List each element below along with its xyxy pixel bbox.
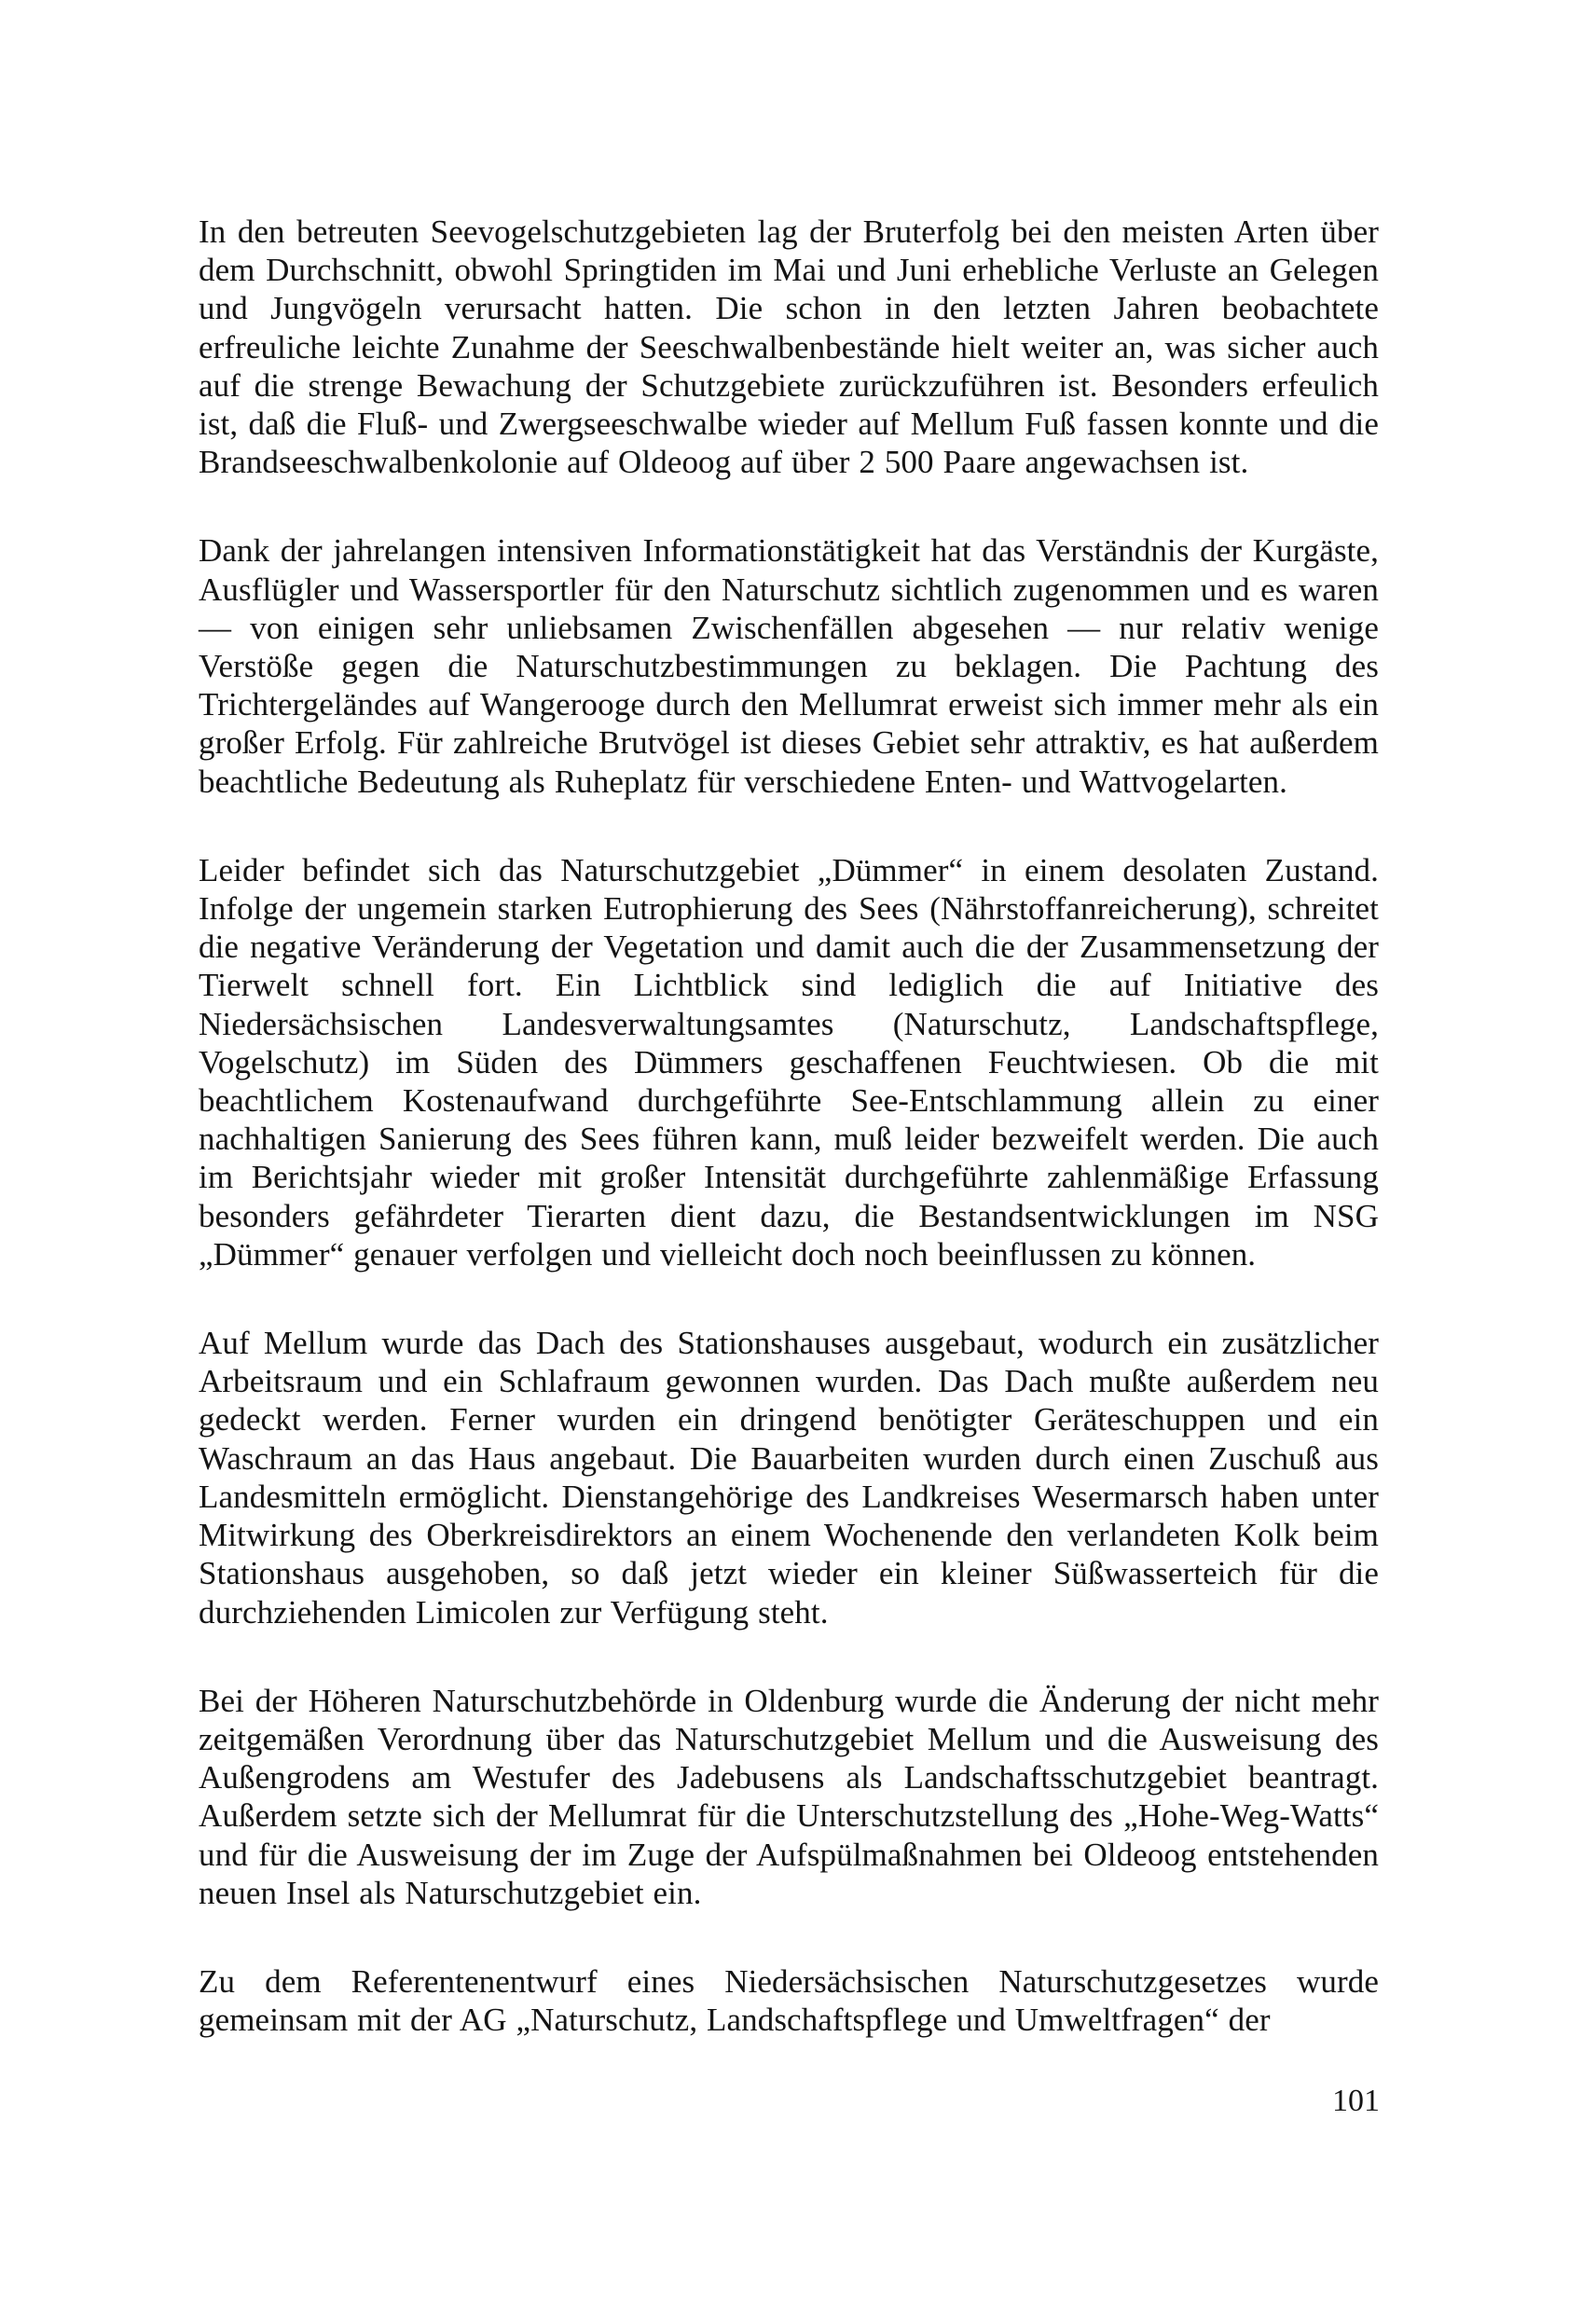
page-body xyxy=(199,213,1379,2039)
paragraph-draft-law: Zu dem Referentenentwurf eines Niedersächsischen Naturschutzgesetzes wurde gemeinsam mit der AG „Naturschutz, Landschaftspflege und Umweltfragen“ der xyxy=(199,1962,1379,2039)
paragraph-mellum-station: Auf Mellum wurde das Dach des Stationshauses ausgebaut, wodurch ein zusätzlicher Arbeitsraum und ein Schlafraum gewonnen wurden. Das Dach mußte außerdem neu gedeckt werden. Ferner wurden ein dringend benötigter Geräteschuppen und ein Waschraum an das Haus angebaut. Die Bauarbeiten wurden durch einen Zuschuß aus Landesmitteln ermöglicht. Dienstangehörige des Landkreises Wesermarsch haben unter Mitwirkung des Oberkreisdirektors an einem Wochenende den verlandeten Kolk beim Stationshaus ausgehoben, so daß jetzt wieder ein kleiner Süßwasserteich für die durchziehenden Limicolen zur Verfügung steht. xyxy=(199,1325,1379,1631)
paragraph-seabird-breeding: In den betreuten Seevogelschutzgebieten lag der Bruterfolg bei den meisten Arten über dem Durchschnitt, obwohl Springtiden im Mai und Juni erhebliche Verluste an Gelegen und Jungvögeln verursacht hatten. Die schon in den letzten Jahren beobachtete erfreuliche leichte Zunahme der Seeschwalbenbestände hielt weiter an, was sicher auch auf die strenge Bewachung der Schutzgebiete zurückzuführen ist. Besonders erfeulich ist, daß die Fluß- und Zwergseeschwalbe wieder auf Mellum Fuß fassen konnte und die Brandseeschwalbenkolonie auf Oldeoog auf über 2 500 Paare angewachsen ist. xyxy=(199,213,1379,481)
page-number: 101 xyxy=(1332,2084,1380,2118)
paragraph-oldenburg-authority: Bei der Höheren Naturschutzbehörde in Oldenburg wurde die Änderung der nicht mehr zeitgemäßen Verordnung über das Naturschutzgebiet Mellum und die Ausweisung des Außengrodens am Westufer des Jadebusens als Landschaftsschutzgebiet beantragt. Außerdem setzte sich der Mellumrat für die Unterschutzstellung des „Hohe-Weg-Watts“ und für die Ausweisung der im Zuge der Aufspülmaßnahmen bei Oldeoog entstehenden neuen Insel als Naturschutzgebiet ein. xyxy=(199,1682,1379,1911)
paragraph-duemmer-reserve: Leider befindet sich das Naturschutzgebiet „Dümmer“ in einem desolaten Zustand. Infolge der ungemein starken Eutrophierung des Sees (Nährstoffanreicherung), schreitet die negative Veränderung der Vegetation und damit auch die der Zusammensetzung der Tierwelt schnell fort. Ein Lichtblick sind lediglich die auf Initiative des Niedersächsischen Landesverwaltungsamtes (Naturschutz, Landschaftspflege, Vogelschutz) im Süden des Dümmers geschaffenen Feuchtwiesen. Ob die mit beachtlichem Kostenaufwand durchgeführte See-Entschlammung allein zu einer nachhaltigen Sanierung des Sees führen kann, muß leider bezweifelt werden. Die auch im Berichtsjahr wieder mit großer Intensität durchgeführte zahlenmäßige Erfassung besonders gefährdeter Tierarten dient dazu, die Bestandsentwicklungen im NSG „Dümmer“ genauer verfolgen und vielleicht doch noch beeinflussen zu können. xyxy=(199,851,1379,1273)
paragraph-visitor-awareness: Dank der jahrelangen intensiven Informationstätigkeit hat das Verständnis der Kurgäste, Ausflügler und Wassersportler für den Naturschutz sichtlich zugenommen und es waren — von einigen sehr unliebsamen Zwischenfällen abgesehen — nur relativ wenige Verstöße gegen die Naturschutzbestimmungen zu beklagen. Die Pachtung des Trichtergeländes auf Wangerooge durch den Mellumrat erweist sich immer mehr als ein großer Erfolg. Für zahlreiche Brutvögel ist dieses Gebiet sehr attraktiv, es hat außerdem beachtliche Bedeutung als Ruheplatz für verschiedene Enten- und Wattvogelarten. xyxy=(199,532,1379,800)
